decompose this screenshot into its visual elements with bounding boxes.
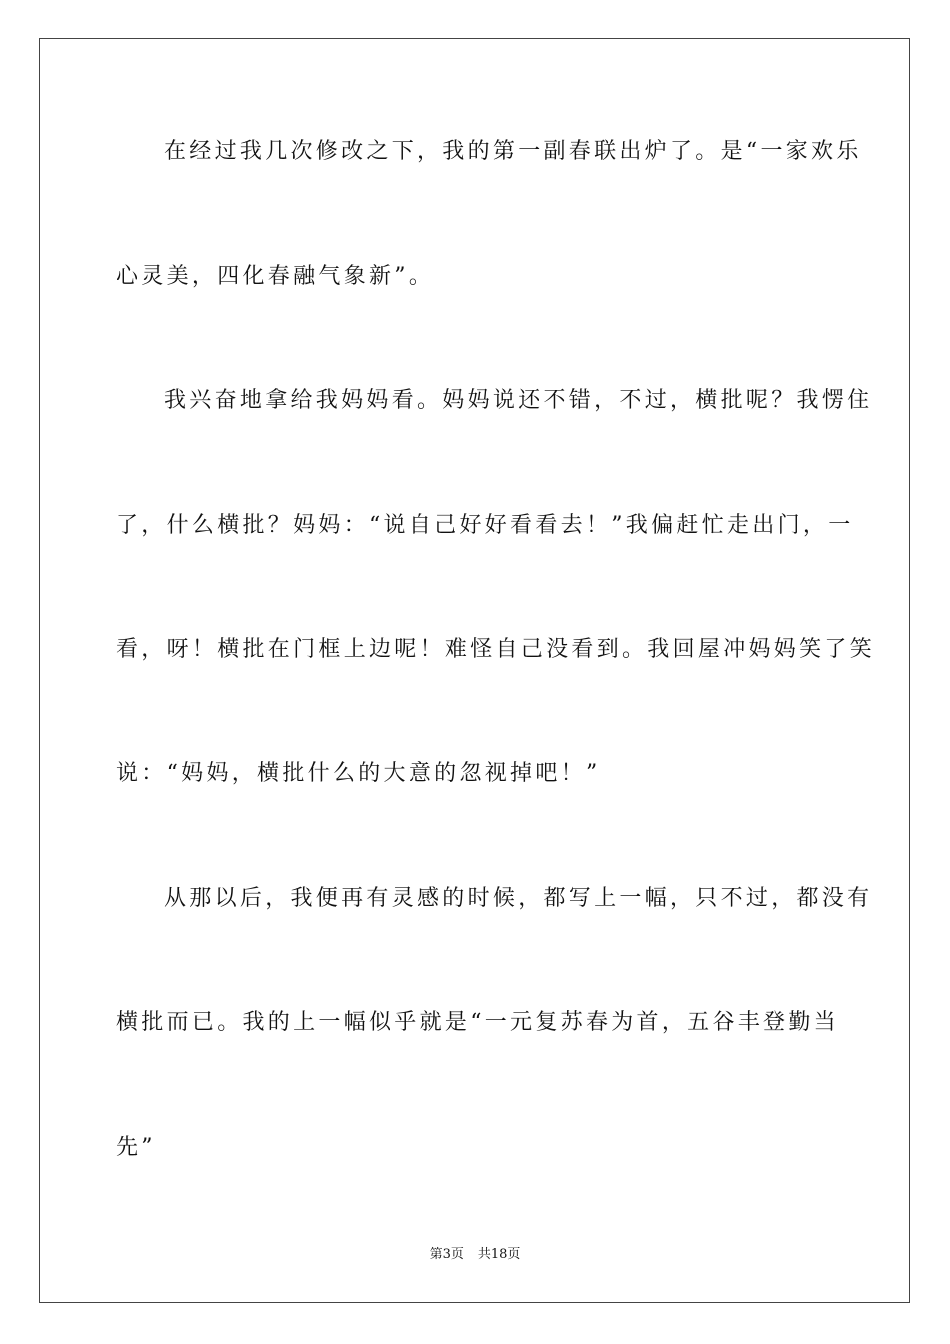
paragraph-2-line-4: 说：“妈妈，横批什么的大意的忽视掉吧！” <box>116 761 601 786</box>
paragraph-1-line-2: 心灵美，四化春融气象新”。 <box>116 264 435 289</box>
paragraph-3-line-2: 横批而已。我的上一幅似乎就是“一元复苏春为首，五谷丰登勤当 <box>116 1010 839 1035</box>
paragraph-2-line-1: 我兴奋地拿给我妈妈看。妈妈说还不错，不过，横批呢？我愣住 <box>164 388 873 413</box>
total-pages: 共18页 <box>477 1247 521 1262</box>
page-number: 第3页 <box>429 1247 464 1262</box>
paragraph-2-line-2: 了，什么横批？妈妈：“说自己好好看看去！”我偏赶忙走出门，一 <box>116 513 854 538</box>
paragraph-1-line-1: 在经过我几次修改之下，我的第一副春联出炉了。是“一家欢乐 <box>164 139 862 164</box>
page-footer <box>0 1246 950 1264</box>
paragraph-3-line-1: 从那以后，我便再有灵感的时候，都写上一幅，只不过，都没有 <box>164 886 873 911</box>
paragraph-3-line-3: 先” <box>116 1135 156 1160</box>
page-border <box>39 38 910 1303</box>
paragraph-2-line-3: 看，呀！横批在门框上边呢！难怪自己没看到。我回屋冲妈妈笑了笑 <box>116 637 876 662</box>
